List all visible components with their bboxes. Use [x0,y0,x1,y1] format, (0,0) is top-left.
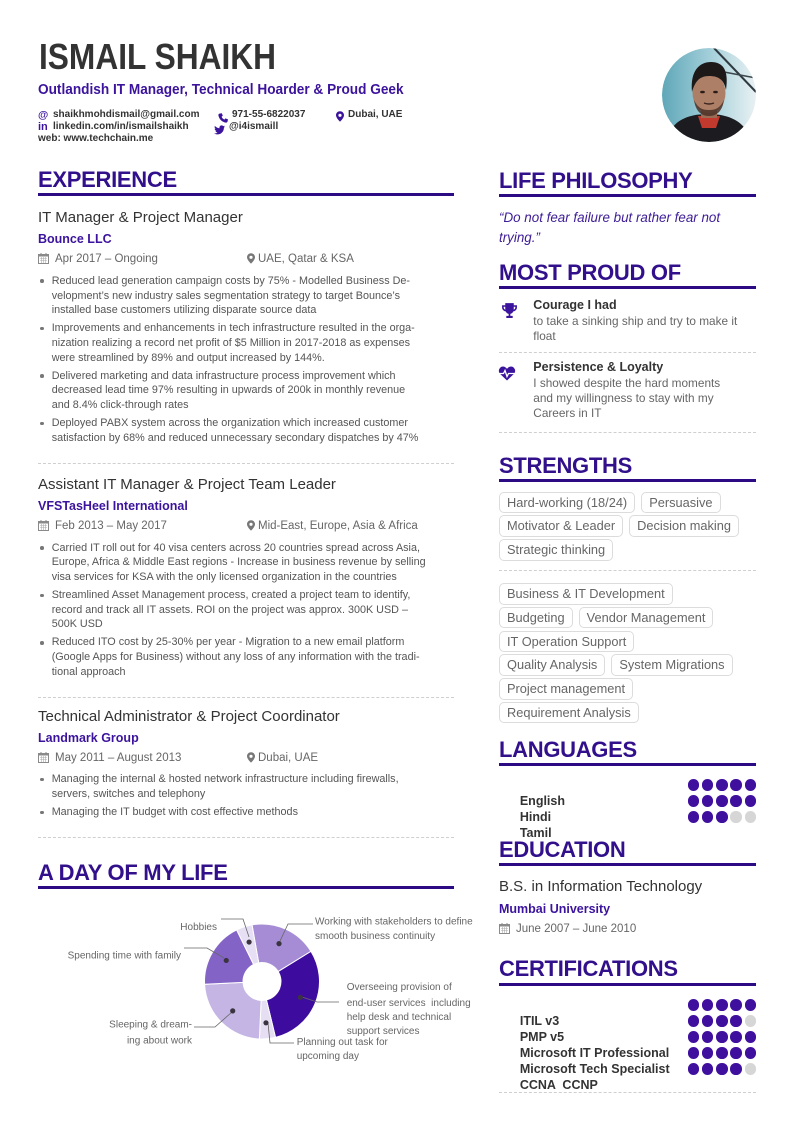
certifications-heading: CERTIFICATIONS [499,956,756,986]
rating-dot-filled [702,795,714,807]
rating-dot-filled [702,811,714,823]
linkedin-icon: in [38,121,48,134]
calendar-icon [38,752,49,763]
divider [499,1092,756,1093]
rating-dot-filled [688,999,700,1011]
divider [38,837,454,838]
job-location: UAE, Qatar & KSA [258,253,354,266]
rating-dot-filled [745,1031,757,1043]
language-name: Tamil [519,826,552,840]
achievement-item [38,805,454,820]
slice-marker-dot [230,1008,235,1013]
tag-row [499,539,756,561]
chart-label-sleeping: ing about work [126,1035,192,1047]
divider [38,463,454,464]
achievement-item [38,772,454,801]
certification-rating [688,1047,756,1059]
job-company: Landmark Group [38,730,139,745]
achievement-line: (Google Apps for Business) without any loss of any information with the tradi- [51,651,420,664]
proficiency-rating [688,811,756,823]
slice-marker-dot [298,995,303,1000]
strength-tag: Motivator & Leader [499,515,623,537]
certifications-list [499,997,756,1092]
achievement-line: servers, switches and telephony [51,787,206,800]
job-dates: Apr 2017 – Ongoing [55,253,158,266]
job-entry [38,706,454,823]
proud-item-title: Courage I had [533,298,617,312]
certification-name: Microsoft IT Professional [519,1046,670,1060]
rating-dot-filled [688,795,700,807]
rating-dot-filled [745,779,757,791]
phone-link[interactable]: 971-55-6822037 [232,109,306,120]
achievement-line: record and track all IT assets. ROI on the project was approx. 300K USD – [51,603,408,616]
rating-dot-empty [745,1063,757,1075]
strength-tag: Decision making [629,515,739,537]
slice-marker-dot [276,941,281,946]
certification-name: Microsoft Tech Specialist [519,1062,670,1076]
achievement-line: and 8.4% click-through rates [51,399,189,412]
strength-tag: Persuasive [641,492,720,514]
certification-name: PMP v5 [519,1030,565,1044]
skills-tag-group [499,583,756,725]
job-meta [38,516,454,536]
job-achievements [38,541,454,680]
achievement-item [38,321,454,365]
rating-dot-filled [730,779,742,791]
job-achievements [38,772,454,819]
calendar-icon [38,520,49,531]
tag-row [499,515,756,537]
achievement-line: Deployed PABX system across the organization which increased customer [51,417,408,430]
rating-dot-filled [702,1031,714,1043]
rating-dot-filled [688,1047,700,1059]
description-line: float [533,329,556,344]
rating-dot-filled [716,1047,728,1059]
education-dates: June 2007 – June 2010 [516,922,637,935]
rating-dot-filled [716,999,728,1011]
rating-dot-filled [702,779,714,791]
education-entry [499,877,756,939]
location-pin-icon [247,253,255,264]
candidate-name: ISMAIL SHAIKH [39,36,277,77]
achievement-line: Improvements and enhancements in tech infrastructure resulted in the orga- [51,322,415,335]
experience-heading: EXPERIENCE [38,167,454,197]
rating-dot-filled [702,1015,714,1027]
rating-dot-filled [688,1063,700,1075]
proud-item-body [533,359,720,421]
achievement-line: Delivered marketing and data infrastructure process improvement which [51,369,396,382]
chart-label-overseeing: Overseeing provision of [346,982,452,994]
day-of-life-donut-chart [40,900,500,1070]
linkedin-link[interactable]: linkedin.com/in/ismailshaikh [53,121,189,133]
rating-dot-filled [688,1015,700,1027]
divider [499,570,756,571]
job-meta [38,249,454,269]
language-item [499,809,756,840]
location-pin-icon [247,752,255,763]
quote-line: trying.” [499,230,540,245]
achievement-line: velopment’s new industry sales segmentation strategy to target Bounce’s [51,289,400,302]
rating-dot-filled [716,1015,728,1027]
calendar-icon [38,253,49,264]
tag-row [499,678,756,700]
rating-dot-filled [688,811,700,823]
achievement-item [38,274,454,318]
strength-tag: Strategic thinking [499,539,613,561]
job-entry [38,474,454,683]
achievement-line: decreased lead time 97% resulting in upwards of 200k in monthly revenue [51,384,406,397]
language-item [499,793,756,824]
language-name: English [519,794,565,808]
rating-dot-filled [745,795,757,807]
job-company: VFSTasHeel International [38,499,188,513]
life-philosophy-quote [499,208,756,248]
achievement-line: Managing the internal & hosted network infrastructure including firewalls, [51,773,399,786]
skill-tag: Requirement Analysis [499,702,639,724]
chart-label-overseeing: help desk and technical [346,1012,452,1024]
tag-row [499,631,756,653]
rating-dot-filled [702,1047,714,1059]
degree: B.S. in Information Technology [499,877,703,895]
chart-label-sleeping: Sleeping & dream- [109,1019,192,1031]
certification-name: ITIL v3 [519,1014,560,1028]
certification-rating [688,999,756,1011]
achievement-line: nization realizing a record net profit of $5 Million in 2017-2018 as expenses [51,337,410,349]
proud-item-description [533,376,720,421]
skill-tag: Budgeting [499,607,573,629]
tag-row [499,654,756,676]
school: Mumbai University [499,901,611,916]
tag-row [499,583,756,605]
language-item [499,777,756,808]
achievement-item [38,588,454,632]
slice-marker-dot [263,1020,268,1025]
job-title: Assistant IT Manager & Project Team Leader [38,476,336,493]
languages-heading: LANGUAGES [499,737,756,767]
certification-name: CCNA CCNP [519,1078,598,1092]
job-dates: May 2011 – August 2013 [55,751,182,764]
calendar-icon [499,923,510,934]
rating-dot-filled [716,1063,728,1075]
chart-label-family: Spending time with family [67,950,181,962]
achievement-line: visa services for KSA with the only licensed organization in the countries [51,571,397,583]
proficiency-rating [688,779,756,791]
achievement-item [38,369,454,413]
chart-label-planning: upcoming day [296,1051,359,1063]
candidate-tagline: Outlandish IT Manager, Technical Hoarder & Proud Geek [38,82,404,98]
location-pin-icon [336,109,344,127]
achievement-item [38,541,454,585]
rating-dot-filled [730,1063,742,1075]
rating-dot-filled [688,779,700,791]
email-icon: @ [38,109,49,121]
certification-item [499,1029,756,1060]
skill-tag: Business & IT Development [499,583,673,605]
chart-label-hobbies: Hobbies [180,922,217,933]
rating-dot-filled [716,1031,728,1043]
achievement-line: Streamlined Asset Management process, created a project team to identify, [51,589,411,601]
achievement-line: Managing the IT budget with cost effective methods [51,805,298,818]
job-meta [38,748,454,768]
divider [499,352,756,353]
rating-dot-filled [716,795,728,807]
achievement-item [38,416,454,445]
strength-tag: Hard-working (18/24) [499,492,635,514]
rating-dot-filled [730,1047,742,1059]
twitter-link[interactable]: @i4ismaill [229,121,279,133]
skill-tag: IT Operation Support [499,631,634,653]
heart-pulse-icon [498,366,516,381]
rating-dot-filled [688,1031,700,1043]
skill-tag: Project management [499,678,633,700]
tag-row [499,607,756,629]
website-link[interactable]: web: www.techchain.me [38,133,154,145]
twitter-icon [214,122,225,140]
tag-row [499,492,756,514]
description-line: Careers in IT [533,406,602,421]
achievement-item [38,635,454,679]
rating-dot-filled [716,779,728,791]
proud-item-title: Persistence & Loyalty [533,360,664,375]
rating-dot-filled [730,1031,742,1043]
skill-tag: System Migrations [611,654,732,676]
quote-line: “Do not fear failure but rather fear not [499,210,721,225]
description-line: to take a sinking ship and try to make it [533,314,738,329]
rating-dot-filled [730,1015,742,1027]
achievement-line: Europe, Africa & Middle East regions - Increase in business revenue by selling [51,556,426,569]
rating-dot-filled [730,795,742,807]
slice-marker-dot [224,958,229,963]
chart-label-working: Working with stakeholders to define [315,916,473,928]
location-text: Dubai, UAE [348,109,403,120]
job-location: Mid-East, Europe, Asia & Africa [258,520,418,532]
job-company: Bounce LLC [38,232,112,247]
chart-label-overseeing: support services [346,1026,420,1038]
achievement-line: 500K USD [51,618,103,631]
certification-rating [688,1031,756,1043]
achievement-line: Reduced ITO cost by 25-30% per year - Migration to a new email platform [51,636,405,649]
job-title: Technical Administrator & Project Coordinator [38,707,340,725]
rating-dot-empty [745,1015,757,1027]
trophy-icon [501,303,518,318]
most-proud-of-heading: MOST PROUD OF [499,260,756,290]
rating-dot-empty [730,811,742,823]
divider [499,432,756,433]
rating-dot-filled [745,1047,757,1059]
rating-dot-filled [702,999,714,1011]
language-name: Hindi [519,810,552,824]
job-dates: Feb 2013 – May 2017 [55,520,167,532]
certification-item [499,1061,756,1092]
strengths-heading: STRENGTHS [499,453,756,483]
certification-item [499,997,756,1028]
day-of-life-heading: A DAY OF MY LIFE [38,860,454,890]
achievement-line: satisfaction by 68% and reduced unnecessary secondary dispatches by 47% [51,431,419,444]
certification-item [499,1013,756,1044]
achievement-line: installed base customers utilizing disparate source data [51,304,317,317]
rating-dot-empty [745,811,757,823]
donut-slices [205,924,320,1039]
education-meta [499,919,756,939]
job-achievements [38,274,454,446]
certification-item [499,1045,756,1076]
proud-item-description [533,314,737,344]
certification-rating [688,1015,756,1027]
rating-dot-filled [702,1063,714,1075]
life-philosophy-heading: LIFE PHILOSOPHY [499,168,756,198]
job-location: Dubai, UAE [258,751,319,764]
chart-label-overseeing: end-user services including [346,998,471,1010]
chart-label-working: smooth business continuity [315,931,436,943]
strengths-tag-group [499,492,756,563]
certification-rating [688,1063,756,1075]
achievement-line: Carried IT roll out for 40 visa centers across 20 countries spread across Asia, [51,541,420,554]
achievement-line: Reduced lead generation campaign costs by 75% - Modelled Business De- [51,274,410,287]
job-entry [38,207,454,449]
description-line: and my willingness to stay with my [533,391,714,406]
tag-row [499,702,756,724]
rating-dot-filled [730,999,742,1011]
rating-dot-filled [716,811,728,823]
description-line: I showed despite the hard moments [533,376,721,391]
proud-item-body [533,297,737,344]
location-pin-icon [247,520,255,531]
job-title: IT Manager & Project Manager [38,209,243,227]
rating-dot-filled [745,999,757,1011]
achievement-line: were streamlined by 89% and output increased by 144%. [51,351,325,364]
avatar [662,48,756,142]
divider [38,697,454,698]
skill-tag: Quality Analysis [499,654,605,676]
slice-marker-dot [247,939,252,944]
proficiency-rating [688,795,756,807]
email-link[interactable]: shaikhmohdismail@gmail.com [53,109,200,120]
skill-tag: Vendor Management [579,607,714,629]
achievement-line: tional approach [51,665,126,678]
education-heading: EDUCATION [499,837,756,867]
languages-list [499,777,756,840]
chart-label-planning: Planning out task for [296,1037,388,1049]
